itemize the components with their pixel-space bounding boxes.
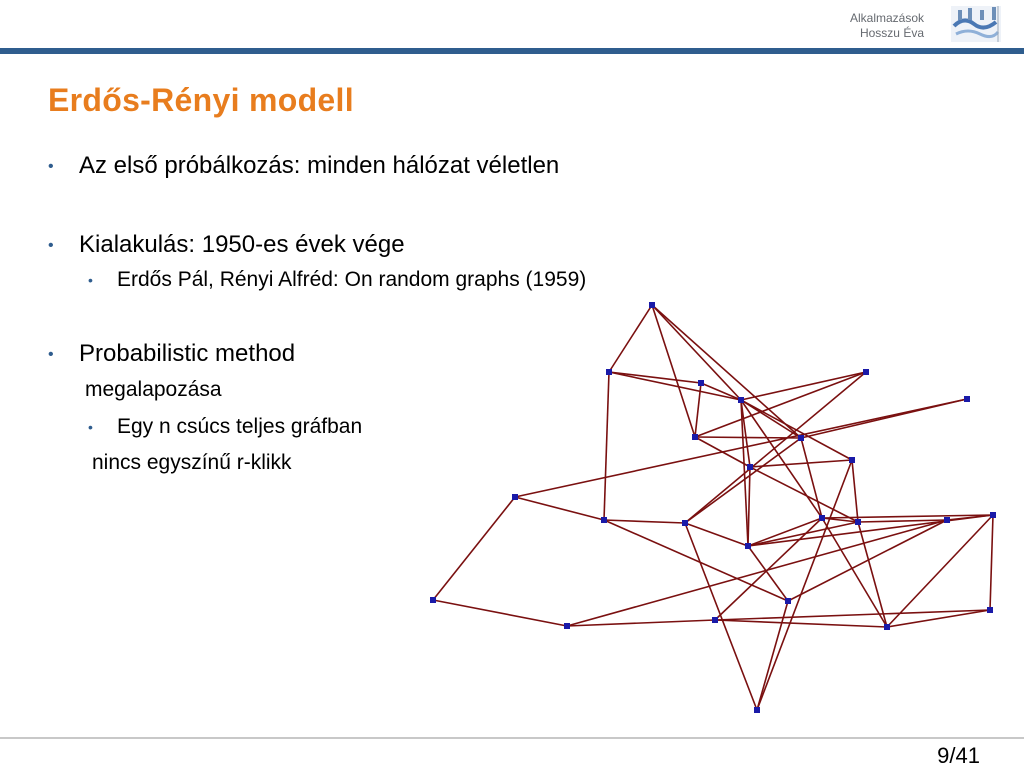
graph-edge — [609, 305, 652, 372]
bullet-text: Egy n csúcs teljes gráfban — [117, 415, 363, 438]
graph-node — [798, 435, 804, 441]
graph-edge — [685, 523, 748, 546]
graph-node — [692, 434, 698, 440]
graph-edge — [604, 520, 788, 601]
graph-edge — [741, 400, 822, 518]
graph-node — [855, 519, 861, 525]
graph-edge — [701, 383, 741, 400]
bullet-marker: • — [88, 272, 93, 288]
graph-edge — [715, 610, 990, 620]
graph-edge — [685, 523, 757, 710]
graph-edge — [748, 467, 750, 546]
graph-node — [987, 607, 993, 613]
bullet-continuation: megalapozása — [85, 378, 222, 401]
graph-node — [601, 517, 607, 523]
graph-edge — [858, 520, 947, 522]
slide-title: Erdős-Rényi modell — [48, 82, 354, 118]
graph-edge — [604, 520, 685, 523]
bullet-marker: • — [48, 158, 54, 175]
graph-edge — [801, 438, 822, 518]
graph-node — [606, 369, 612, 375]
graph-edge — [695, 437, 750, 467]
graph-edge — [695, 437, 801, 438]
graph-edge — [750, 467, 858, 522]
graph-node — [564, 623, 570, 629]
graph-node — [430, 597, 436, 603]
logo-icon — [950, 4, 1002, 44]
random-graph-figure — [420, 292, 1010, 722]
graph-edge — [567, 520, 947, 626]
graph-edge — [990, 515, 993, 610]
graph-node — [649, 302, 655, 308]
graph-edge — [604, 372, 609, 520]
graph-node — [712, 617, 718, 623]
graph-edge — [652, 305, 741, 400]
bullet-text: Az első próbálkozás: minden hálózat véletlen — [79, 152, 560, 179]
bullet-text: Kialakulás: 1950-es évek vége — [79, 231, 405, 258]
graph-node — [884, 624, 890, 630]
header-line-1: Alkalmazások — [849, 11, 924, 25]
graph-edge — [822, 518, 887, 627]
graph-node — [698, 380, 704, 386]
header-meta — [850, 11, 924, 41]
sub-bullet-continuation: nincs egyszínű r-klikk — [92, 451, 292, 474]
graph-node — [785, 598, 791, 604]
graph-node — [754, 707, 760, 713]
header-line-2: Hosszu Éva — [859, 26, 924, 40]
graph-edge — [433, 600, 567, 626]
header-bar — [0, 48, 1024, 54]
graph-node — [990, 512, 996, 518]
bullet-marker: • — [48, 237, 54, 254]
graph-node — [747, 464, 753, 470]
footer-divider — [0, 737, 1024, 739]
bullet-marker: • — [48, 346, 54, 363]
graph-node — [819, 515, 825, 521]
graph-node — [849, 457, 855, 463]
graph-edge — [567, 620, 715, 626]
graph-edge — [433, 497, 515, 600]
bullet-text: Probabilistic method — [79, 340, 296, 367]
page-number: 9/41 — [937, 743, 980, 768]
bullet-text: Erdős Pál, Rényi Alfréd: On random graphs (1959) — [117, 268, 587, 291]
graph-node — [944, 517, 950, 523]
graph-node — [964, 396, 970, 402]
graph-node — [682, 520, 688, 526]
graph-node — [863, 369, 869, 375]
graph-node — [512, 494, 518, 500]
graph-edge — [715, 620, 887, 627]
bullet-marker: • — [88, 419, 93, 435]
graph-edge — [515, 497, 604, 520]
graph-node — [738, 397, 744, 403]
graph-edge — [757, 460, 852, 710]
graph-edge — [852, 460, 858, 522]
graph-node — [745, 543, 751, 549]
